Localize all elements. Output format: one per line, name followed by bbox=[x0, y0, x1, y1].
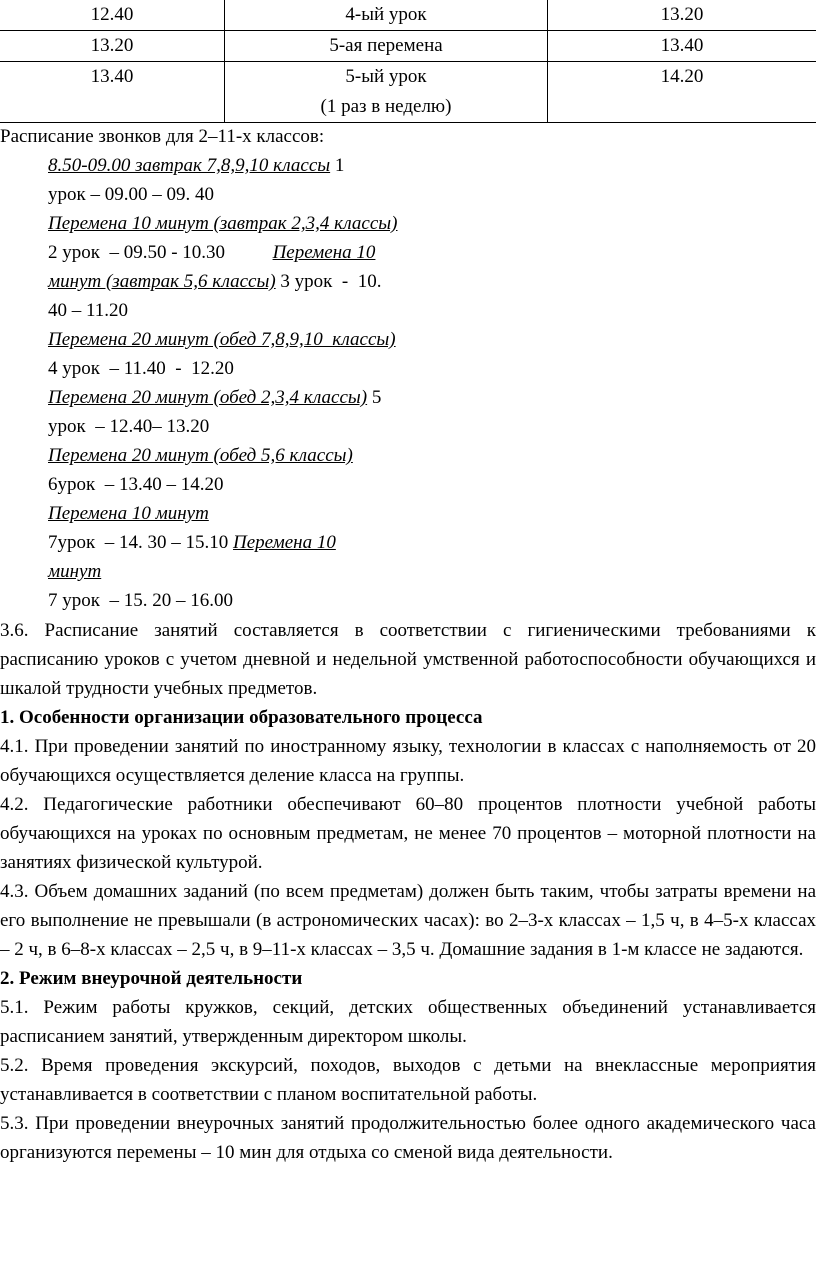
bell-line bbox=[48, 499, 488, 528]
table-row bbox=[0, 0, 816, 31]
end-time-cell: 13.40 bbox=[548, 31, 816, 62]
bell-line bbox=[48, 238, 488, 267]
paragraph-5-1: 5.1. Режим работы кружков, секций, детских общественных объединений устанавливается расписанием занятий, утвержденным директором школы. bbox=[0, 997, 816, 1047]
bell-line: 7 урок – 15. 20 – 16.00 bbox=[48, 590, 233, 611]
bell-line bbox=[48, 441, 488, 470]
break-note: Перемена 20 минут (обед 7,8,9,10 классы) bbox=[48, 329, 396, 350]
paragraph-5-2: 5.2. Время проведения экскурсий, походов, выходов с детьми на внеклассные мероприятия устанавливается в соответствии с планом воспитательной работы. bbox=[0, 1055, 816, 1105]
period-note: (1 раз в неделю) bbox=[320, 96, 452, 117]
end-time-cell: 13.20 bbox=[548, 0, 816, 31]
period-name-cell: 4-ый урок bbox=[225, 0, 548, 31]
break-note: Перемена 10 минут bbox=[48, 503, 209, 524]
end-time-cell: 14.20 bbox=[548, 62, 816, 123]
schedule-table bbox=[0, 0, 816, 123]
bell-line: урок – 09.00 – 09. 40 bbox=[48, 184, 214, 205]
bell-line: 40 – 11.20 bbox=[48, 300, 129, 321]
paragraph-4-3: 4.3. Объем домашних заданий (по всем предметам) должен быть таким, чтобы затраты времени на его выполнение не превышали (в астрономических часах): во 2–3-х классах – 1,5 ч, в 4–5-х классах – 2 ч, в 6–8-х классах – 2,5 ч, в 9–11-х классах – 3,5 ч. Домашние задания в 1-м классе не задаются. bbox=[0, 881, 816, 960]
bell-line bbox=[48, 325, 488, 354]
start-time-cell: 13.20 bbox=[0, 31, 225, 62]
break-note: Перемена 10 минут (завтрак 2,3,4 классы) bbox=[48, 213, 398, 234]
paragraph-3-6: 3.6. Расписание занятий составляется в соответствии с гигиеническими требованиями к расписанию уроков с учетом дневной и недельной умственной работоспособности обучающихся и шкалой трудности учебных предметов. bbox=[0, 620, 816, 699]
section-heading: 1. Особенности организации образовательного процесса bbox=[0, 707, 483, 728]
break-note: Перемена 10 bbox=[232, 532, 336, 553]
break-note: Перемена 20 минут (обед 2,3,4 классы) bbox=[48, 387, 368, 408]
start-time-cell: 12.40 bbox=[0, 0, 225, 31]
document-body bbox=[0, 616, 816, 1167]
bell-line: урок – 12.40– 13.20 bbox=[48, 416, 210, 437]
break-note: минут bbox=[48, 561, 102, 582]
bell-schedule bbox=[48, 151, 488, 615]
paragraph-4-2: 4.2. Педагогические работники обеспечивают 60–80 процентов плотности учебной работы обучающихся на уроках по основным предметам, не менее 70 процентов – моторной плотности на занятиях физической культурой. bbox=[0, 794, 816, 873]
paragraph-4-1: 4.1. При проведении занятий по иностранному языку, технологии в классах с наполняемость от 20 обучающихся осуществляется деление класса на группы. bbox=[0, 736, 816, 786]
lesson-text: 2 урок – 09.50 - 10.30 bbox=[48, 242, 273, 263]
paragraph-5-3: 5.3. При проведении внеурочных занятий продолжительностью более одного академического часа организуются перемены – 10 мин для отдыха со сменой вида деятельности. bbox=[0, 1113, 816, 1163]
bell-line bbox=[48, 209, 488, 238]
lesson-text: 3 урок - 10. bbox=[275, 271, 382, 292]
period-name-cell bbox=[225, 62, 548, 123]
start-time-cell: 13.40 bbox=[0, 62, 225, 123]
bell-line bbox=[48, 557, 488, 586]
bell-line bbox=[48, 151, 488, 180]
bell-line: 4 урок – 11.40 - 12.20 bbox=[48, 358, 234, 379]
bell-schedule-title: Расписание звонков для 2–11-х классов: bbox=[0, 126, 325, 147]
bell-line bbox=[48, 267, 488, 296]
lesson-text: 7урок – 14. 30 – 15.10 bbox=[48, 532, 233, 553]
break-note: Перемена 10 bbox=[272, 242, 376, 263]
bell-line bbox=[48, 383, 488, 412]
section-heading: 2. Режим внеурочной деятельности bbox=[0, 968, 303, 989]
bell-line: 6урок – 13.40 – 14.20 bbox=[48, 474, 224, 495]
table-row bbox=[0, 62, 816, 123]
period-name: 5-ый урок bbox=[345, 66, 427, 87]
period-name-cell: 5-ая перемена bbox=[225, 31, 548, 62]
bell-line bbox=[48, 528, 488, 557]
lesson-text: 1 bbox=[330, 155, 345, 176]
break-note: минут (завтрак 5,6 классы) bbox=[48, 271, 276, 292]
breakfast-note: 8.50-09.00 завтрак 7,8,9,10 классы bbox=[48, 155, 331, 176]
break-note: Перемена 20 минут (обед 5,6 классы) bbox=[48, 445, 353, 466]
lesson-text: 5 bbox=[367, 387, 382, 408]
table-row bbox=[0, 31, 816, 62]
